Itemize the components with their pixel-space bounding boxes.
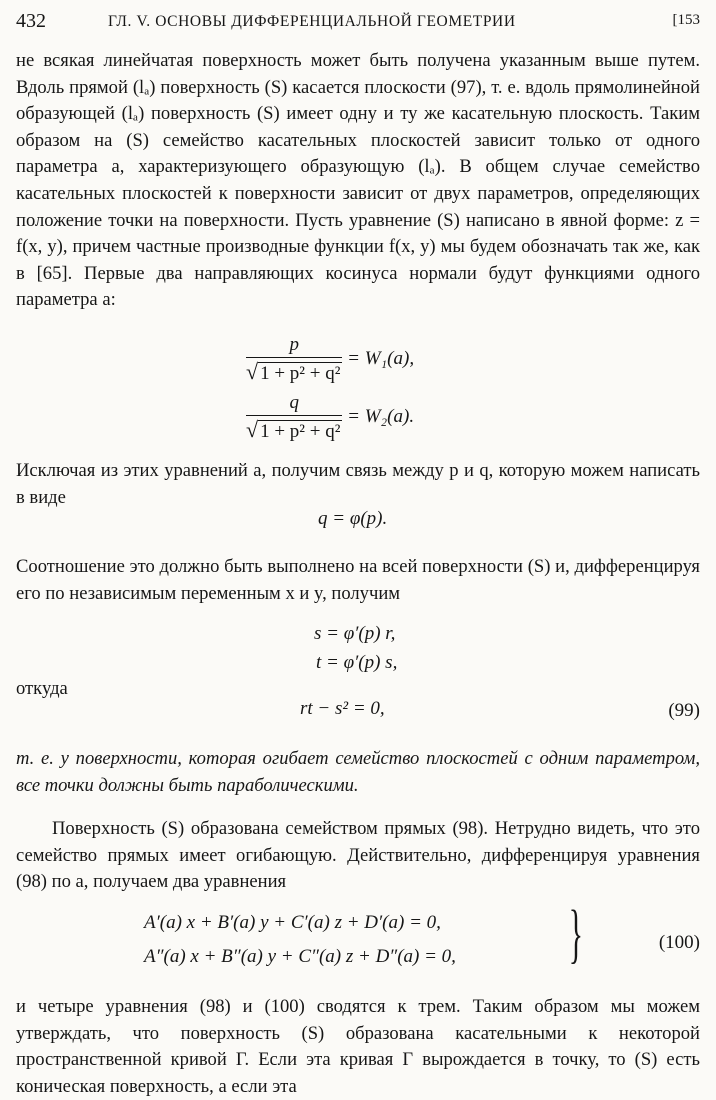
equation-99: rt − s² = 0, (300, 698, 385, 719)
equation-s: s = φ′(p) r, (314, 623, 396, 644)
paragraph-3: Соотношение это должно быть выполнено на всей поверхности (S) и, дифференцируя его по независимым переменным x и y, получим (16, 556, 700, 604)
right-brace: } (568, 897, 583, 970)
equation-number-99: (99) (668, 700, 700, 721)
equation-number-100: (100) (658, 932, 700, 953)
w1-denominator: 1 + p² + q² (260, 363, 341, 384)
equation-100-line-2: A″(a) x + B″(a) y + C″(a) z + D″(a) = 0, (144, 946, 456, 967)
w2-denominator: 1 + p² + q² (260, 421, 341, 442)
paragraph-2: Исключая из этих уравнений a, получим связь между p и q, которую можем написать в виде (16, 460, 700, 508)
chapter-title: ГЛ. V. ОСНОВЫ ДИФФЕРЕНЦИАЛЬНОЙ ГЕОМЕТРИИ (108, 13, 516, 30)
running-header (16, 8, 700, 38)
page-number: 432 (16, 10, 46, 32)
paragraph-5: Поверхность (S) образована семейством прямых (98). Нетрудно видеть, что это семейство прямых имеет огибающую. Действительно, дифференцируя уравнения (98) по a, получаем два уравнения (16, 818, 700, 893)
equation-phi: q = φ(p). (318, 508, 388, 529)
paragraph-1: не всякая линейчатая поверхность может быть получена указанным выше путем. Вдоль прямой (lₐ) поверхность (S) касается плоскости (97), т. е. вдоль прямолинейной образующей (lₐ) поверхность (S) имеет одну и ту же касательную плоскость. Таким образом на (S) семейство касательных плоскостей зависит только от одного параметра a, характеризующего образующую (lₐ). В общем случае семейство касательных плоскостей к поверхности зависит от двух параметров, определяющих положение точки на поверхности. Пусть уравнение (S) написано в явной форме: z = f(x, y), причем частные производные функции f(x, y) мы будем обозначать так же, как в [65]. Первые два направляющих косинуса нормали будут функциями одного параметра a: (16, 50, 700, 311)
section-number: [153 (672, 12, 700, 28)
paragraph-6: и четыре уравнения (98) и (100) сводятся к трем. Таким образом мы можем утверждать, что поверхность (S) образована касательными к некоторой пространственной кривой Г. Если эта кривая Г вырождается в точку, то (S) есть коническая поверхность, а если эта (16, 996, 700, 1097)
equation-100-line-1: A′(a) x + B′(a) y + C′(a) z + D′(a) = 0, (144, 912, 441, 933)
w1-numerator: p (246, 334, 342, 358)
w1-rhs: = W₁(a), (347, 347, 415, 369)
equation-w1: $\frac{p}{\text{√ 1 + p² + q²}}$ = W₁(a), (246, 334, 415, 384)
w2-rhs: = W₂(a). (347, 405, 415, 427)
equation-t: t = φ′(p) s, (316, 652, 398, 673)
w2-numerator: q (246, 392, 342, 416)
otkuda-text: откуда (16, 678, 68, 699)
paragraph-4: т. е. у поверхности, которая огибает семейство плоскостей с одним параметром, все точки должны быть параболическими. (16, 748, 700, 796)
equation-w2: $\frac{q}{\text{√ 1 + p² + q²}}$ = W₂(a). (246, 392, 415, 442)
